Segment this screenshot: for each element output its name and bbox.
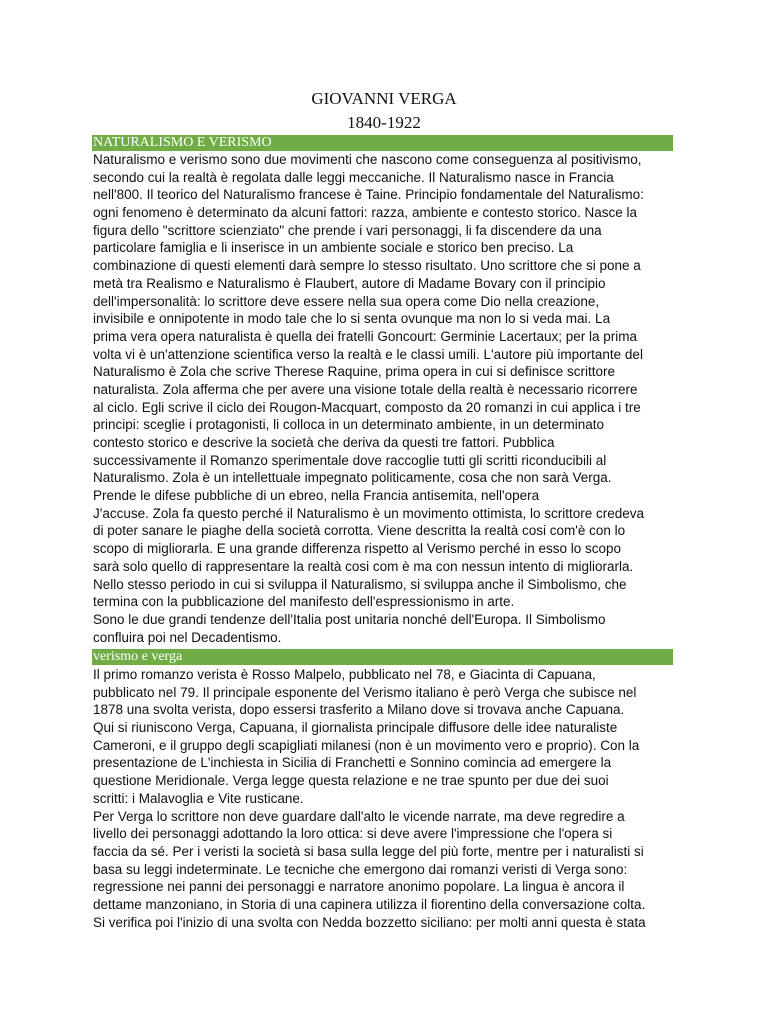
section-body-naturalismo	[93, 151, 675, 646]
text-line: Naturalismo e verismo sono due movimenti che nascono come conseguenza al positivismo,	[93, 152, 642, 167]
text-line: Prende le difese pubbliche di un ebreo, nella Francia antisemita, nell'opera	[93, 488, 540, 504]
text-line: 1878 una svolta verista, dopo essersi trasferito a Milano dove si trovava anche Capuana.	[93, 702, 625, 718]
document-title: GIOVANNI VERGA	[311, 89, 457, 108]
text-line: invisibile e onnipotente in modo tale che lo si senta ovunque ma non lo si veda mai. La	[93, 311, 611, 327]
text-line: Sono le due grandi tendenze dell'Italia post unitaria nonché dell'Europa. Il Simbolismo	[93, 611, 606, 627]
text-line: particolare famiglia e li inserisce in un ambiente sociale e storico ben preciso. La	[93, 240, 574, 256]
text-line: figura dello "scrittore scienziato" che prende i vari personaggi, li fa discendere da una	[93, 222, 602, 238]
text-line: metà tra Realismo e Naturalismo è Flaubert, autore di Madame Bovary con il principio	[93, 275, 606, 291]
section-heading-verismo: verismo e verga	[92, 649, 673, 665]
text-line: successivamente il Romanzo sperimentale dove raccoglie tutti gli scritti riconducibili al	[93, 452, 607, 468]
text-line: Si verifica poi l'inizio di una svolta con Nedda bozzetto siciliano: per molti anni questa è stata	[93, 914, 646, 930]
text-line: di poter sanare le piaghe della società corrotta. Viene descritta la realtà cosi com'è con lo	[93, 523, 626, 539]
text-line: Nello stesso periodo in cui si sviluppa il Naturalismo, si sviluppa anche il Simbolismo, che	[93, 576, 627, 592]
text-line: presentazione de L'inchiesta in Sicilia di Franchetti e Sonnino comincia ad emergere la	[93, 755, 612, 771]
text-line: faccia da sé. Per i veristi la società si basa sulla legge del più forte, mentre per i naturalisti si	[93, 843, 644, 859]
text-line: pubblicato nel 79. Il principale esponente del Verismo italiano è però Verga che subisce nel	[93, 684, 637, 700]
section-body-verismo	[93, 666, 675, 931]
text-line: Naturalismo è Zola che scrive Therese Raquine, prima opera in cui si definisce scrittore	[93, 364, 615, 380]
text-line: J'accuse. Zola fa questo perché il Naturalismo è un movimento ottimista, lo scrittore credeva	[93, 505, 645, 521]
text-line: sarà solo quello di rappresentare la realtà cosi com è ma con nessun intento di migliorarla.	[93, 558, 634, 574]
text-line: scopo di migliorarla. E una grande differenza rispetto al Verismo perché in esso lo scopo	[93, 541, 622, 557]
text-line: livello dei personaggi adottando la loro ottica: si deve avere l'impressione che l'opera si	[93, 826, 613, 842]
text-line: termina con la pubblicazione del manifesto dell'espressionismo in arte.	[93, 594, 515, 610]
text-line: Il primo romanzo verista è Rosso Malpelo, pubblicato nel 78, e Giacinta di Capuana,	[93, 667, 596, 682]
text-line: prima vera opera naturalista è quella dei fratelli Goncourt: Germinie Lacertaux; per la prima	[93, 328, 638, 344]
text-line: nell'800. Il teorico del Naturalismo francese è Taine. Principio fondamentale del Naturalismo:	[93, 187, 644, 203]
text-line: Per Verga lo scrittore non deve guardare dall'alto le vicende narrate, ma deve regredire a	[93, 808, 625, 824]
text-line: principi: sceglie i protagonisti, li colloca in un determinato ambiente, in un determinato	[93, 417, 605, 433]
text-line: secondo cui la realtà è regolata dalle leggi meccaniche. Il Naturalismo nasce in Francia	[93, 169, 614, 185]
text-line: regressione nei panni dei personaggi e narratore anonimo popolare. La lingua è ancora il	[93, 879, 625, 895]
text-line: combinazione di questi elementi darà sempre lo stesso risultato. Uno scrittore che si pone a	[93, 258, 641, 274]
text-line: dettame manzoniano, in Storia di una capinera utilizza il fiorentino della conversazione colta.	[93, 896, 646, 912]
text-line: questione Meridionale. Verga legge questa relazione e ne trae spunto per due dei suoi	[93, 773, 609, 789]
document-years: 1840-1922	[347, 113, 421, 132]
text-line: Naturalismo. Zola è un intellettuale impegnato politicamente, cosa che non sarà Verga.	[93, 470, 612, 486]
text-line: dell'impersonalità: lo scrittore deve essere nella sua opera come Dio nella creazione,	[93, 293, 600, 309]
text-line: volta vi è un'attenzione scientifica verso la realtà e le classi umili. L'autore più importante del	[93, 346, 643, 362]
text-line: scritti: i Malavoglia e Vite rusticane.	[93, 790, 304, 806]
text-line: confluira poi nel Decadentismo.	[93, 629, 282, 645]
text-line: Qui si riuniscono Verga, Capuana, il giornalista principale diffusore delle idee naturaliste	[93, 720, 618, 736]
text-line: al ciclo. Egli scrive il ciclo dei Rougon-Macquart, composto da 20 romanzi in cui applica i tre	[93, 399, 641, 415]
text-line: ogni fenomeno è determinato da alcuni fattori: razza, ambiente e contesto storico. Nasce la	[93, 205, 638, 221]
text-line: contesto storico e descrive la società che deriva da questi tre fattori. Pubblica	[93, 435, 555, 450]
section-heading-naturalismo: NATURALISMO E VERISMO	[92, 135, 673, 151]
text-line: basa su leggi indeterminate. Le tecniche che emergono dai romanzi veristi di Verga sono:	[93, 861, 628, 877]
text-line: naturalista. Zola afferma che per avere una visione totale della realtà è necessario ricorrere	[93, 381, 638, 397]
text-line: Cameroni, e il gruppo degli scapigliati milanesi (non è un movimento vero e proprio). Con la	[93, 737, 640, 753]
